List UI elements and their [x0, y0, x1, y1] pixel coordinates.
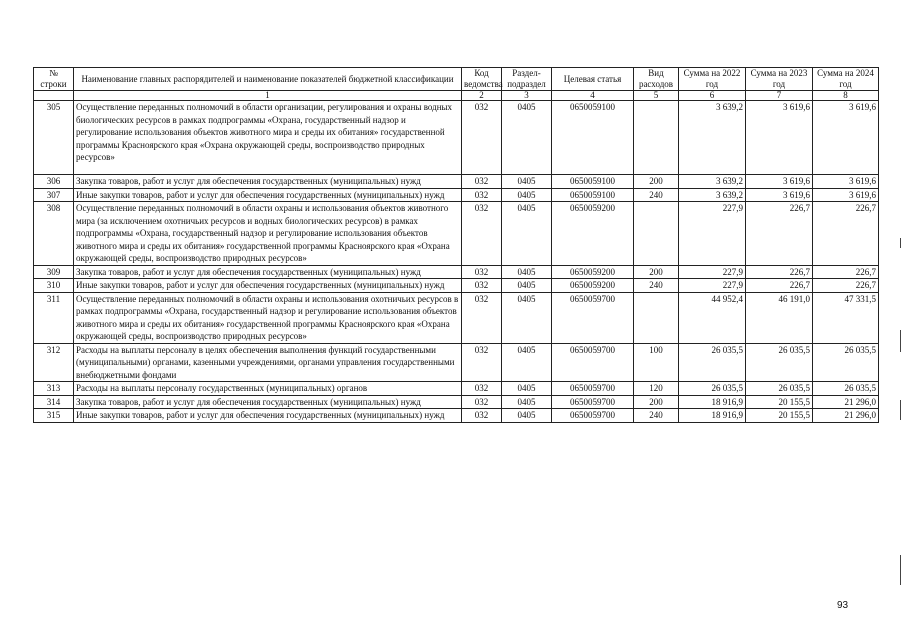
row-name: Осуществление переданных полномочий в области охраны и использования объектов животного мира (за исключением охотничьих ресурсов и водных биологических ресурсов) в рамках подпрограммы «Охрана, государственный надзор и регулирование использования объектов животного мира и среды их обитания» государственной программы Красноярского края «Охрана окружающей среды, воспроизводство природных ресурсов» [74, 202, 462, 266]
row-no: 307 [34, 188, 74, 202]
row-no: 313 [34, 382, 74, 396]
row-section: 0405 [502, 188, 552, 202]
scan-edge-mark [900, 400, 901, 420]
row-sum-2023: 226,7 [746, 265, 813, 279]
row-dept: 032 [462, 382, 502, 396]
index-cell: 2 [462, 91, 502, 101]
row-no: 308 [34, 202, 74, 266]
header-section: Раздел-подраздел [502, 68, 552, 91]
row-sum-2022: 3 639,2 [679, 175, 746, 189]
row-kind: 200 [634, 265, 679, 279]
row-sum-2023: 46 191,0 [746, 292, 813, 343]
column-index-row [34, 91, 879, 101]
row-sum-2023: 26 035,5 [746, 382, 813, 396]
index-cell: 4 [552, 91, 634, 101]
row-section: 0405 [502, 279, 552, 293]
index-cell: 3 [502, 91, 552, 101]
row-sum-2023: 20 155,5 [746, 395, 813, 409]
row-kind: 200 [634, 175, 679, 189]
row-dept: 032 [462, 292, 502, 343]
row-sum-2022: 26 035,5 [679, 343, 746, 382]
table-row [34, 265, 879, 279]
row-sum-2024: 21 296,0 [813, 409, 879, 423]
row-dept: 032 [462, 409, 502, 423]
row-sum-2023: 3 619,6 [746, 101, 813, 175]
table-row [34, 343, 879, 382]
table-row [34, 409, 879, 423]
row-kind [634, 202, 679, 266]
row-name: Закупка товаров, работ и услуг для обеспечения государственных (муниципальных) нужд [74, 175, 462, 189]
row-dept: 032 [462, 265, 502, 279]
row-sum-2023: 26 035,5 [746, 343, 813, 382]
header-kind: Вид расходов [634, 68, 679, 91]
row-section: 0405 [502, 175, 552, 189]
row-section: 0405 [502, 395, 552, 409]
row-no: 315 [34, 409, 74, 423]
row-article: 0650059200 [552, 202, 634, 266]
row-sum-2024: 26 035,5 [813, 382, 879, 396]
row-name: Иные закупки товаров, работ и услуг для обеспечения государственных (муниципальных) нужд [74, 279, 462, 293]
row-sum-2024: 47 331,5 [813, 292, 879, 343]
row-sum-2023: 3 619,6 [746, 188, 813, 202]
table-row [34, 279, 879, 293]
row-article: 0650059100 [552, 101, 634, 175]
row-section: 0405 [502, 343, 552, 382]
index-cell: 5 [634, 91, 679, 101]
row-sum-2024: 226,7 [813, 279, 879, 293]
row-dept: 032 [462, 202, 502, 266]
row-sum-2024: 3 619,6 [813, 188, 879, 202]
row-dept: 032 [462, 343, 502, 382]
row-sum-2022: 227,9 [679, 265, 746, 279]
row-sum-2022: 3 639,2 [679, 188, 746, 202]
header-row-no: № строки [34, 68, 74, 91]
index-cell: 8 [813, 91, 879, 101]
row-name: Закупка товаров, работ и услуг для обеспечения государственных (муниципальных) нужд [74, 265, 462, 279]
row-sum-2024: 3 619,6 [813, 101, 879, 175]
page-number: 93 [837, 600, 849, 611]
row-no: 306 [34, 175, 74, 189]
row-kind [634, 292, 679, 343]
header-sum-2024: Сумма на 2024 год [813, 68, 879, 91]
row-no: 311 [34, 292, 74, 343]
row-article: 0650059200 [552, 265, 634, 279]
index-cell: 1 [74, 91, 462, 101]
row-name: Иные закупки товаров, работ и услуг для обеспечения государственных (муниципальных) нужд [74, 409, 462, 423]
row-article: 0650059700 [552, 409, 634, 423]
header-sum-2023: Сумма на 2023 год [746, 68, 813, 91]
row-no: 312 [34, 343, 74, 382]
index-cell: 6 [679, 91, 746, 101]
budget-table [33, 67, 879, 423]
row-kind [634, 101, 679, 175]
row-sum-2023: 3 619,6 [746, 175, 813, 189]
row-sum-2022: 18 916,9 [679, 409, 746, 423]
row-name: Иные закупки товаров, работ и услуг для обеспечения государственных (муниципальных) нужд [74, 188, 462, 202]
row-kind: 100 [634, 343, 679, 382]
row-sum-2024: 3 619,6 [813, 175, 879, 189]
row-sum-2023: 20 155,5 [746, 409, 813, 423]
row-article: 0650059700 [552, 382, 634, 396]
row-sum-2024: 26 035,5 [813, 343, 879, 382]
row-article: 0650059100 [552, 188, 634, 202]
row-sum-2022: 227,9 [679, 202, 746, 266]
row-no: 309 [34, 265, 74, 279]
row-name: Расходы на выплаты персоналу в целях обеспечения выполнения функций государственными (муниципальными) органами, казенными учреждениями, органами управления государственными внебюджетными фондами [74, 343, 462, 382]
row-section: 0405 [502, 265, 552, 279]
row-section: 0405 [502, 101, 552, 175]
row-sum-2024: 226,7 [813, 265, 879, 279]
row-dept: 032 [462, 279, 502, 293]
scan-edge-mark [900, 330, 901, 352]
header-dept: Код ведомства [462, 68, 502, 91]
scan-edge-mark [900, 555, 901, 585]
row-section: 0405 [502, 202, 552, 266]
row-name: Расходы на выплаты персоналу государственных (муниципальных) органов [74, 382, 462, 396]
row-article: 0650059200 [552, 279, 634, 293]
row-kind: 120 [634, 382, 679, 396]
row-section: 0405 [502, 409, 552, 423]
row-article: 0650059700 [552, 343, 634, 382]
header-sum-2022: Сумма на 2022 год [679, 68, 746, 91]
row-no: 305 [34, 101, 74, 175]
row-article: 0650059100 [552, 175, 634, 189]
row-dept: 032 [462, 175, 502, 189]
table-row [34, 202, 879, 266]
header-article: Целевая статья [552, 68, 634, 91]
row-dept: 032 [462, 101, 502, 175]
row-dept: 032 [462, 188, 502, 202]
row-kind: 240 [634, 409, 679, 423]
row-section: 0405 [502, 292, 552, 343]
row-sum-2022: 26 035,5 [679, 382, 746, 396]
table-row [34, 382, 879, 396]
row-sum-2022: 227,9 [679, 279, 746, 293]
table-row [34, 292, 879, 343]
table-row [34, 175, 879, 189]
scan-edge-mark [900, 238, 901, 248]
row-no: 314 [34, 395, 74, 409]
header-row [34, 68, 879, 91]
row-sum-2024: 226,7 [813, 202, 879, 266]
row-sum-2022: 44 952,4 [679, 292, 746, 343]
row-name: Осуществление переданных полномочий в области охраны и использования охотничьих ресурсов в рамках подпрограммы «Охрана, государственный надзор и регулирование использования объектов животного мира и среды их обитания» государственной программы Красноярского края «Охрана окружающей среды, воспроизводство природных ресурсов» [74, 292, 462, 343]
row-no: 310 [34, 279, 74, 293]
row-section: 0405 [502, 382, 552, 396]
row-kind: 240 [634, 279, 679, 293]
row-sum-2023: 226,7 [746, 279, 813, 293]
row-name: Закупка товаров, работ и услуг для обеспечения государственных (муниципальных) нужд [74, 395, 462, 409]
table-row [34, 395, 879, 409]
table-row [34, 188, 879, 202]
index-cell: 7 [746, 91, 813, 101]
row-sum-2024: 21 296,0 [813, 395, 879, 409]
row-sum-2022: 3 639,2 [679, 101, 746, 175]
index-cell [34, 91, 74, 101]
row-sum-2023: 226,7 [746, 202, 813, 266]
header-name: Наименование главных распорядителей и наименование показателей бюджетной классификации [74, 68, 462, 91]
row-kind: 240 [634, 188, 679, 202]
row-article: 0650059700 [552, 395, 634, 409]
row-dept: 032 [462, 395, 502, 409]
row-sum-2022: 18 916,9 [679, 395, 746, 409]
row-article: 0650059700 [552, 292, 634, 343]
row-kind: 200 [634, 395, 679, 409]
row-name: Осуществление переданных полномочий в области организации, регулирования и охраны водных биологических ресурсов в рамках подпрограммы «Охрана, государственный надзор и регулирование использования объектов животного мира и среды их обитания» государственной программы Красноярского края «Охрана окружающей среды, воспроизводство природных ресурсов» [74, 101, 462, 175]
table-row [34, 101, 879, 175]
